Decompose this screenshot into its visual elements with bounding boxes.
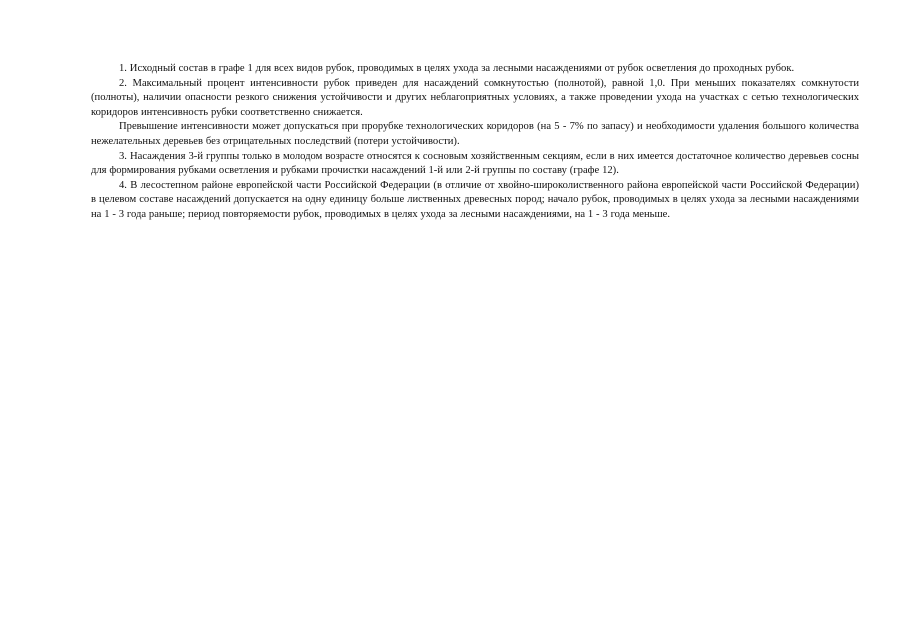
note-paragraph-2-continuation: Превышение интенсивности может допускаться при прорубке технологических коридоров (на 5 - 7% по запасу) и необходимости удаления большого количества нежелательных деревьев без отрицательных последствий (потери устойчивости). [91, 121, 859, 147]
document-notes [91, 62, 859, 223]
note-paragraph-1: 1. Исходный состав в графе 1 для всех видов рубок, проводимых в целях ухода за лесными насаждениями от рубок осветления до проходных рубок. [119, 63, 795, 74]
note-paragraph-4: 4. В лесостепном районе европейской части Российской Федерации (в отличие от хвойно-широколиственного района европейской части Российской Федерации) в целевом составе насаждений допускается на одну единицу больше лиственных древесных пород; начало рубок, проводимых в целях ухода за лесными насаждениями на 1 - 3 года раньше; период повторяемости рубок, проводимых в целях ухода за лесными насаждениями, на 1 - 3 года меньше. [91, 179, 859, 220]
note-paragraph-2: 2. Максимальный процент интенсивности рубок приведен для насаждений сомкнутостью (полнотой), равной 1,0. При меньших показателях сомкнутости (полноты), наличии опасности резкого снижения устойчивости и других неблагоприятных условиях, а также проведении ухода на участках с сетью технологических коридоров интенсивность рубки соответственно снижается. [91, 77, 859, 118]
note-paragraph-3: 3. Насаждения 3-й группы только в молодом возрасте относятся к сосновым хозяйственным секциям, если в них имеется достаточное количество деревьев сосны для формирования рубками осветления и рубками прочистки насаждений 1-й или 2-й группы по составу (графе 12). [91, 150, 859, 177]
